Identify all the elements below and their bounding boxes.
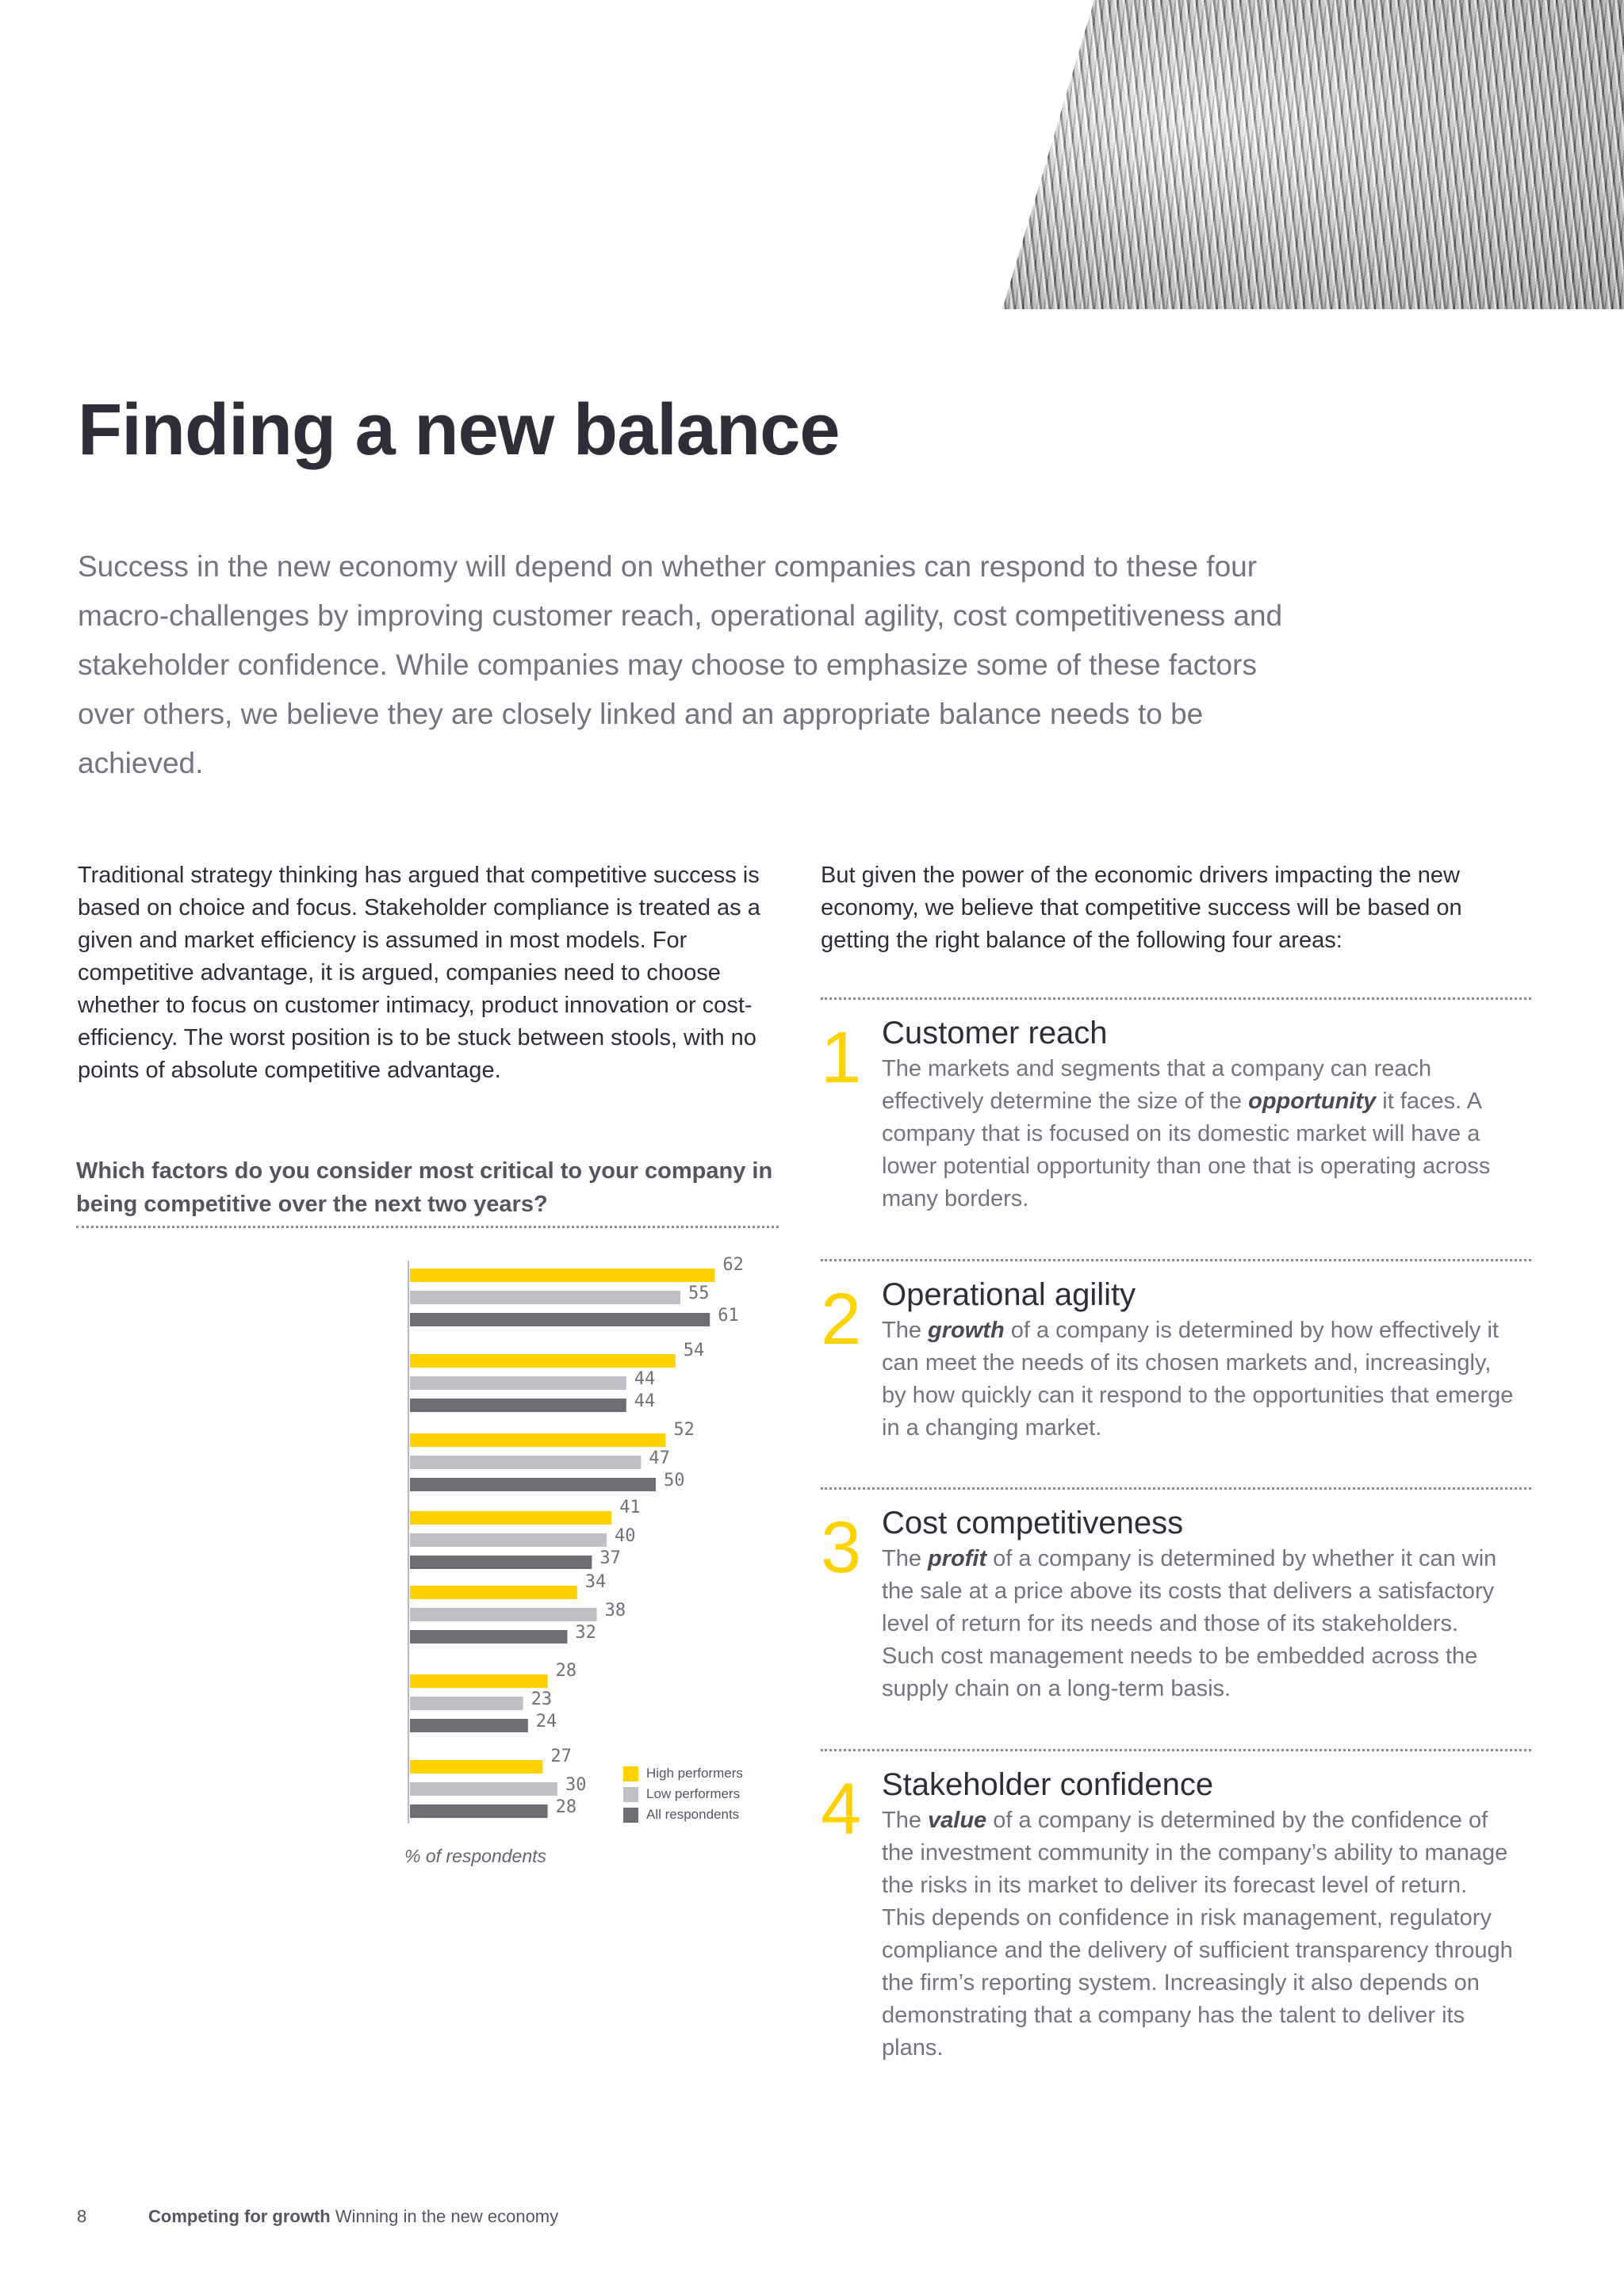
bar-value-label: 24 [535,1712,557,1732]
bar-value-label: 62 [722,1255,744,1275]
legend-item [623,1763,743,1784]
bar [410,1697,523,1710]
area-description: The profit of a company is determined by whether it can win the sale at a price above its costs that delivers a satisfactory level of return for its needs and those of its stakeholders. Such cost management needs to be embedded across the supply chain on a long-term basis. [882,1546,1497,1701]
legend-item [623,1804,743,1825]
chart-x-axis-label: % of respondents [404,1846,547,1866]
bar [410,1533,607,1547]
footer-publication [148,2206,558,2227]
area-divider [821,1259,1531,1261]
right-column-text: But given the power of the economic drivers impacting the new economy, we believe that competitive success will be based on getting the right balance of the following four areas: [821,863,1462,953]
area-title: Operational agility [882,1277,1136,1312]
bar-chart-plot [71,1253,769,1831]
bar-value-label: 27 [550,1747,572,1766]
area-description: The value of a company is determined by the confidence of the investment community in the company’s ability to manage the risks in its market to deliver its forecast level of return. This depends on confidence in risk management, regulatory compliance and the delivery of sufficient transparency through the firm’s reporting system. Increasingly it also depends on demonstrating that a company has the talent to deliver its plans. [882,1808,1513,2061]
bar [410,1608,597,1621]
bar-value-label: 52 [673,1420,695,1440]
area-divider [821,997,1531,1000]
bar-value-label: 47 [649,1448,670,1468]
bar-value-label: 28 [555,1797,577,1817]
bar [410,1586,577,1599]
bar-value-label: 61 [718,1306,739,1326]
bar [410,1511,611,1525]
area-number: 2 [821,1279,862,1360]
intro-paragraph: Success in the new economy will depend on whether companies can respond to these four macro-challenges by improving customer reach, operational agility, cost competitiveness and stakeholder confidence. While companies may choose to emphasize some of these factors over others, we believe they are closely linked and an appropriate balance needs to be achieved. [78,550,1283,779]
bar-value-label: 50 [664,1471,685,1490]
area-title: Customer reach [882,1016,1108,1050]
bar [410,1376,626,1390]
bar [410,1760,542,1774]
area-title: Cost competitiveness [882,1506,1184,1540]
bar-value-label: 32 [575,1623,596,1643]
legend-swatch [623,1808,638,1823]
bar-value-label: 54 [683,1341,705,1360]
bar [410,1719,528,1732]
footer-publication-subtitle: Winning in the new economy [335,2206,559,2226]
chart-divider [76,1226,779,1228]
legend-label: All respondents [646,1807,740,1822]
footer-page-number: 8 [77,2206,87,2226]
bar [410,1269,714,1282]
bar-value-label: 23 [530,1689,553,1709]
bar [410,1313,710,1326]
area-number: 4 [821,1769,862,1850]
bar-value-label: 30 [565,1775,587,1795]
bar-value-label: 44 [634,1391,656,1411]
area-number: 1 [821,1017,862,1098]
bar-value-label: 38 [604,1601,626,1621]
area-description: The markets and segments that a company can reach effectively determine the size of the opportunity it faces. A company that is focused on its domestic market will have a lower potential opportunity than one that is operating across many borders. [882,1056,1491,1211]
area-title: Stakeholder confidence [882,1767,1214,1802]
legend-label: High performers [646,1766,743,1781]
bar-value-label: 41 [619,1498,641,1517]
bar [410,1674,548,1688]
legend-swatch [623,1787,638,1802]
bar-value-label: 34 [584,1572,607,1592]
bar-value-label: 44 [634,1369,656,1389]
bar [410,1456,641,1469]
left-column-text: Traditional strategy thinking has argued that competitive success is based on choice and focus. Stakeholder compliance is treated as a given and market efficiency is assumed in most models. For competitive advantage, it is argued, companies need to choose whether to focus on customer intimacy, product innovation or cost-efficiency. The worst position is to be stuck between stools, with no points of absolute competitive advantage. [78,863,760,1083]
bar-value-label: 37 [599,1548,621,1568]
legend-swatch [623,1766,638,1781]
area-number: 3 [821,1507,862,1588]
bar [410,1478,656,1491]
bar [410,1804,548,1818]
bar-value-label: 28 [555,1661,577,1681]
bar [410,1556,592,1569]
chart-legend [623,1763,743,1825]
page-title: Finding a new balance [78,389,840,470]
legend-label: Low performers [646,1786,741,1801]
bar [410,1354,676,1368]
area-description: The growth of a company is determined by how effectively it can meet the needs of its chosen markets and, increasingly, by how quickly can it respond to the opportunities that emerge in a changing market. [882,1318,1514,1441]
bar [410,1630,567,1644]
area-divider [821,1749,1531,1751]
bar-value-label: 55 [688,1284,710,1303]
hero-texture-image [1002,0,1624,309]
legend-item [623,1784,743,1804]
area-divider [821,1487,1531,1490]
footer-publication-title: Competing for growth [148,2206,331,2226]
bar [410,1433,665,1447]
bar [410,1291,680,1304]
bar [410,1399,626,1412]
bar [410,1782,557,1796]
chart-question: Which factors do you consider most critical to your company in being competitive over the next two years? [76,1158,773,1217]
bar-value-label: 40 [615,1526,636,1546]
